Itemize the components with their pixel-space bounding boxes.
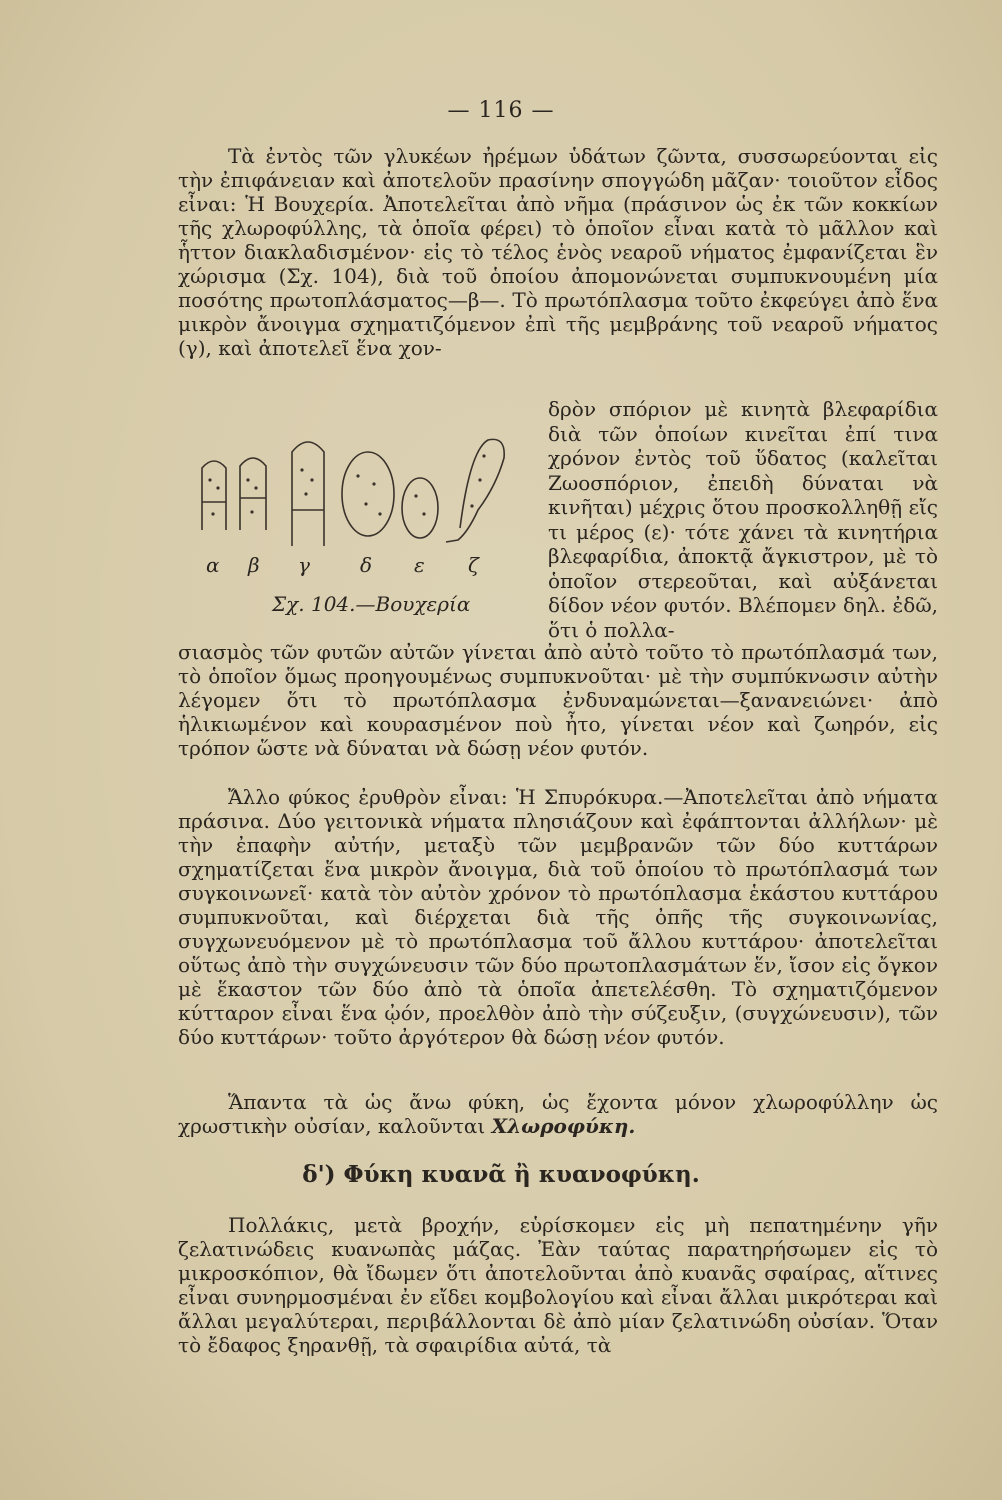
figure-label-d: δ bbox=[360, 553, 373, 577]
paragraph-3-body: Ἅπαντα τὰ ὡς ἄνω φύκη, ὡς ἔχοντα μόνον χλωροφύλλην ὡς χρωστικὴν οὐσίαν, καλοῦνται bbox=[178, 1090, 938, 1138]
paragraph-4-text: Πολλάκις, μετὰ βροχήν, εὑρίσκομεν εἰς μὴ πεπατημένην γῆν ζελατινώδεις κυανωπὰς μάζας. Ἐὰν ταύτας παρατηρήσωμεν εἰς τὸ μικροσκόπιον, θὰ ἴδωμεν ὅτι ἀποτελοῦνται ἀπὸ κυανᾶς σφαίρας, αἵτινες εἶναι συνηρμοσμέναι ἐν εἴδει κομβολογίου καὶ εἶναι ἄλλαι μικρότεραι καὶ ἄλλαι μεγαλύτεραι, περιβάλλονται δὲ ἀπὸ μίαν ζελατινώδη οὐσίαν. Ὅταν τὸ ἔδαφος ξηρανθῇ, τὰ σφαιρίδια αὐτά, τὰ bbox=[178, 1213, 938, 1357]
section-heading: δ') Φύκη κυανᾶ ἢ κυανοφύκη. bbox=[302, 1161, 700, 1188]
figure-label-e: ε bbox=[414, 553, 425, 577]
page-number: — 116 — bbox=[447, 98, 555, 123]
paragraph-3-text bbox=[178, 1090, 938, 1138]
paragraph-3 bbox=[178, 1090, 938, 1138]
paragraph-1-continued bbox=[178, 640, 938, 760]
paragraph-2-text: Ἄλλο φύκος ἐρυθρὸν εἶναι: Ἡ Σπυρόκυρα.—Ἀποτελεῖται ἀπὸ νήματα πράσινα. Δύο γειτονικὰ νήματα πλησιάζουν καὶ ἐφάπτονται ἀλλήλων· μὲ τὴν ἐπαφὴν αὐτήν, μεταξὺ τῶν μεμβρανῶν τῶν δύο κυττάρων σχηματίζεται ἕνα μικρὸν ἄνοιγμα, διὰ τοῦ ὁποίου τὸ πρωτόπλασμά των συγκοινωνεῖ· κατὰ τὸν αὐτὸν χρόνον τὸ πρωτόπλασμα ἑκάστου κυττάρου συμπυκνοῦται, καὶ διέρχεται διὰ τῆς ὀπῆς τῆς συγκοινωνίας, συγχωνευόμενον μὲ τὸ πρωτόπλασμα τοῦ ἄλλου κυττάρου· ἀποτελεῖται οὕτως ἀπὸ τὴν συγχώνευσιν τῶν δύο πρωτοπλασμάτων ἕν, ἴσον εἰς ὄγκον μὲ ἕκαστον τῶν δύο ἀπὸ τὰ ὁποῖα ἀπετελέσθη. Τὸ σχηματιζόμενον κύτταρον εἶναι ἕνα ᾠόν, προελθὸν ἀπὸ τὴν σύζευξιν, (συγχώνευσιν), τῶν δύο κυττάρων· τοῦτο ἀργότερον θὰ δώσῃ νέον φυτόν. bbox=[178, 785, 938, 1049]
paragraph-1 bbox=[178, 144, 938, 360]
figure-caption: Σχ. 104.—Βουχερία bbox=[272, 592, 471, 616]
figure-label-b: β bbox=[248, 553, 260, 577]
paragraph-1-right-column: δρὸν σπόριον μὲ κινητὰ βλεφαρίδια διὰ τῶν ὁποίων κινεῖται ἐπί τινα χρόνον ἐντὸς τοῦ ὕδατος (καλεῖται Ζωοσπόριον, ἐπειδὴ δύναται νὰ κινῆται) μέχρις ὅτου προσκολληθῇ εἴς τι μέρος (ε)· τότε χάνει τὰ κινητήρια βλεφαρίδια, ἀποκτᾷ ἄγκιστρον, μὲ τὸ ὁποῖον στερεοῦται, καὶ αὐξάνεται δίδον νέον φυτόν. Βλέπομεν δηλ. ἐδῶ, ὅτι ὁ πολλα- bbox=[548, 397, 938, 642]
paragraph-1-continued-text: σιασμὸς τῶν φυτῶν αὐτῶν γίνεται ἀπὸ αὐτὸ τοῦτο τὸ πρωτόπλασμά των, τὸ ὁποῖον ὅμως προηγουμένως συμπυκνοῦται· μὲ τὴν συμπύκνωσιν αὐτὴν λέγομεν ὅτι τὸ πρωτόπλασμα ἐνδυναμώνεται—ξανανειώνει· ἀπὸ ἡλικιωμένον καὶ κουρασμένον ποὺ ἦτο, γίνεται νέον καὶ ζωηρόν, εἰς τρόπον ὥστε νὰ δύναται νὰ δώσῃ νέον φυτόν. bbox=[178, 640, 938, 760]
figure-label-g: γ bbox=[298, 553, 310, 577]
paragraph-4 bbox=[178, 1213, 938, 1357]
term-chlorophyke: Χλωροφύκη. bbox=[491, 1114, 636, 1138]
paragraph-2 bbox=[178, 785, 938, 1049]
figure-label-z: ζ bbox=[468, 553, 479, 577]
figure-label-a: α bbox=[206, 553, 220, 577]
paragraph-1-text: Τὰ ἐντὸς τῶν γλυκέων ἠρέμων ὑδάτων ζῶντα, συσσωρεύονται εἰς τὴν ἐπιφάνειαν καὶ ἀποτελοῦν πρασίνην σπογγώδη μᾶζαν· τοιοῦτον εἶδος εἶναι: Ἡ Βουχερία. Ἀποτελεῖται ἀπὸ νῆμα (πράσινον ὡς ἐκ τῶν κοκκίων τῆς χλωροφύλλης, τὰ ὁποῖα φέρει) τὸ ὁποῖον εἶναι κατὰ τὸ μᾶλλον καὶ ἧττον διακλαδισμένον· εἰς τὸ τέλος ἑνὸς νεαροῦ νήματος ἐμφανίζεται ἓν χώρισμα (Σχ. 104), διὰ τοῦ ὁποίου ἀπομονώνεται συμπυκνουμένη μία ποσότης πρωτοπλάσματος—β—. Τὸ πρωτόπλασμα τοῦτο ἐκφεύγει ἀπὸ ἕνα μικρὸν ἄνοιγμα σχηματιζόμενον ἐπὶ τῆς μεμβράνης τοῦ νεαροῦ νήματος (γ), καὶ ἀποτελεῖ ἕνα χον- bbox=[178, 144, 938, 360]
